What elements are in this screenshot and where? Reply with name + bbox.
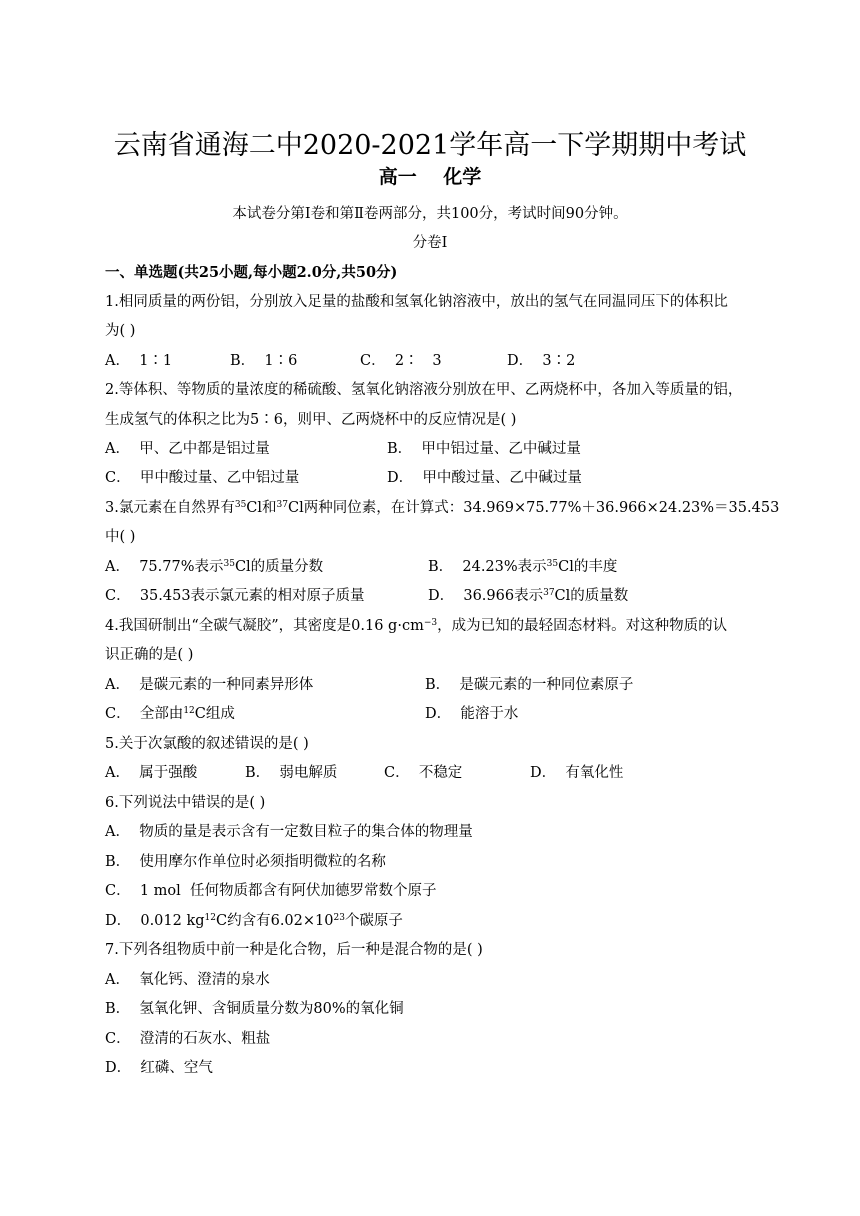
question-1-option-b: B． 1∶6: [230, 353, 298, 369]
question-6-option-b: B． 使用摩尔作单位时必须指明微粒的名称: [105, 854, 386, 870]
question-2-option-b: B． 甲中铝过量、乙中碱过量: [387, 441, 581, 457]
question-2-option-d: D． 甲中酸过量、乙中碱过量: [387, 470, 582, 486]
question-1-option-a: A． 1∶1: [105, 353, 173, 369]
question-3-option-a: A． 75.77%表示$^{35}$Cl的质量分数: [105, 559, 324, 575]
question-4-option-d: D． 能溶于水: [425, 706, 519, 722]
question-7-line-1: 7.下列各组物质中前一种是化合物，后一种是混合物的是( ): [105, 942, 483, 958]
question-6-option-c: C． 1 mol 任何物质都含有阿伏加德罗常数个原子: [105, 883, 437, 899]
question-6-line-1: 6.下列说法中错误的是( ): [105, 795, 266, 811]
question-4-line-1: 4.我国研制出“全碳气凝胶”，其密度是0.16 $g\cdot cm^{-3}$，成为已知的最轻固态材料。对这种物质的认: [105, 618, 728, 634]
question-1-line-2: 为( ): [105, 323, 136, 339]
question-2-line-2: 生成氢气的体积之比为5∶6，则甲、乙两烧杯中的反应情况是( ): [105, 412, 517, 428]
question-2-line-1: 2.等体积、等物质的量浓度的稀硫酸、氢氧化钠溶液分别放在甲、乙两烧杯中，各加入等质量的铝，: [105, 382, 743, 398]
question-1-option-c: C． 2∶ 3: [360, 353, 442, 369]
question-1-line-1: 1.相同质量的两份铝，分别放入足量的盐酸和氢氧化钠溶液中，放出的氢气在同温同压下的体积比: [105, 294, 728, 310]
question-3-line-1: 3.氯元素在自然界有$^{35}$Cl和$^{37}$Cl两种同位素，在计算式：34.969×75.77%＋36.966×24.23%＝35.453: [105, 500, 780, 516]
question-1-option-d: D． 3∶2: [507, 353, 576, 369]
question-7-option-a: A． 氧化钙、澄清的泉水: [105, 972, 270, 988]
question-4-option-a: A． 是碳元素的一种同素异形体: [105, 677, 314, 693]
question-4-option-b: B． 是碳元素的一种同位素原子: [425, 677, 634, 693]
exam-title: 云南省通海二中2020-2021学年高一下学期期中考试: [113, 130, 747, 161]
question-7-option-d: D． 红磷、空气: [105, 1060, 213, 1076]
question-5-option-d: D． 有氧化性: [530, 765, 624, 781]
question-3-line-2: 中( ): [105, 529, 136, 545]
exam-subtitle: 高一 化学: [378, 166, 482, 188]
question-5-line-1: 5.关于次氯酸的叙述错误的是( ): [105, 736, 309, 752]
question-7-option-b: B． 氢氧化钾、含铜质量分数为80%的氧化铜: [105, 1001, 404, 1017]
question-2-option-c: C． 甲中酸过量、乙中铝过量: [105, 470, 300, 486]
exam-intro: 本试卷分第Ⅰ卷和第Ⅱ卷两部分，共100分，考试时间90分钟。: [232, 206, 628, 222]
question-6-option-a: A． 物质的量是表示含有一定数目粒子的集合体的物理量: [105, 824, 473, 840]
question-4-line-2: 识正确的是( ): [105, 647, 194, 663]
question-2-option-a: A． 甲、乙中都是铝过量: [105, 441, 270, 457]
question-3-option-c: C． 35.453表示氯元素的相对原子质量: [105, 588, 365, 604]
question-5-option-b: B． 弱电解质: [245, 765, 338, 781]
question-5-option-a: A． 属于强酸: [105, 765, 198, 781]
question-3-option-d: D． 36.966表示$^{37}$Cl的质量数: [428, 588, 629, 604]
question-4-option-c: C． 全部由$^{12}$C组成: [105, 706, 235, 722]
section-heading: 一、单选题(共25小题,每小题2.0分,共50分): [105, 264, 398, 281]
question-3-option-b: B． 24.23%表示$^{35}$Cl的丰度: [428, 559, 618, 575]
question-6-option-d: D． 0.012 $kg^{12}C$约含有$6.02\times 10^{23}$个碳原子: [105, 913, 403, 929]
question-5-option-c: C． 不稳定: [384, 765, 463, 781]
question-7-option-c: C． 澄清的石灰水、粗盐: [105, 1031, 271, 1047]
part-label: 分卷I: [412, 235, 448, 251]
